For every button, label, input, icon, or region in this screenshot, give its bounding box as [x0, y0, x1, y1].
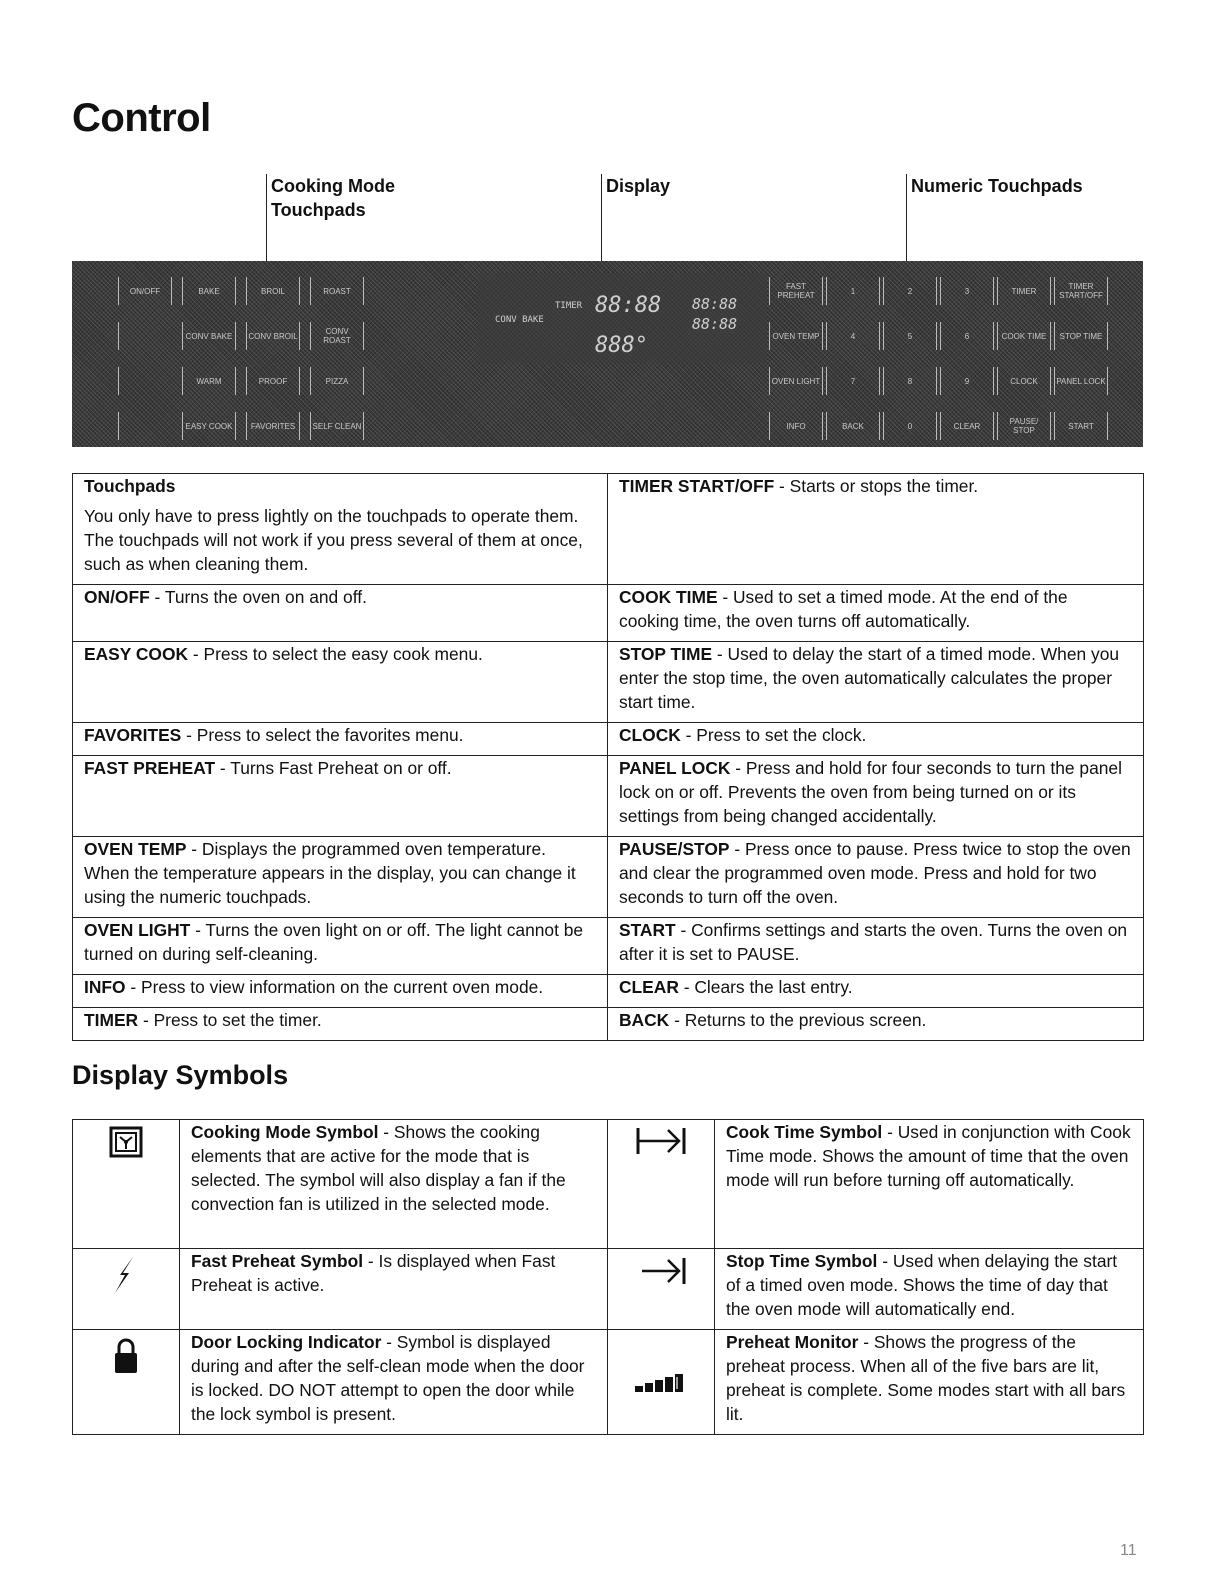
- table-cell: [180, 1120, 608, 1249]
- callout-display-label: Display: [606, 176, 671, 196]
- definition: - Turns the oven on and off.: [149, 587, 367, 607]
- table-cell: [715, 1330, 1144, 1435]
- table-row: [73, 1330, 1144, 1435]
- panel-touchpad[interactable]: STOP TIME: [1054, 322, 1108, 350]
- table-cell: [608, 837, 1144, 918]
- definition: - Displays the programmed oven temperature. When the temperature appears in the display, you can change it using the numeric touchpads.: [84, 839, 576, 907]
- term: STOP TIME: [619, 644, 713, 664]
- touchpads-intro-text: You only have to press lightly on the touchpads to operate them. The touchpads will not work if you press several of them at once, such as when cleaning them.: [84, 506, 583, 574]
- table-cell: [715, 1120, 1144, 1249]
- panel-touchpad[interactable]: SELF CLEAN: [310, 412, 364, 440]
- cook-time-icon: [634, 1126, 688, 1156]
- panel-touchpad[interactable]: [118, 322, 144, 350]
- table-cell: [73, 642, 608, 723]
- term: FAST PREHEAT: [84, 758, 216, 778]
- table-row: [73, 723, 1144, 756]
- lock-icon: [111, 1336, 141, 1376]
- lcd-timer-label: TIMER: [555, 301, 583, 311]
- term: Door Locking Indicator: [191, 1332, 382, 1352]
- panel-touchpad[interactable]: INFO: [769, 412, 823, 440]
- panel-touchpad[interactable]: BAKE: [182, 277, 236, 305]
- callout-cooking-mode-line2: Touchpads: [271, 200, 366, 220]
- panel-touchpad[interactable]: CONV BROIL: [246, 322, 300, 350]
- table-cell: [608, 723, 1144, 756]
- panel-touchpad[interactable]: 7: [826, 367, 880, 395]
- panel-touchpad[interactable]: BROIL: [246, 277, 300, 305]
- definition: - Symbol is displayed during and after the self-clean mode when the door is locked. DO NOT attempt to open the door while the lock symbol is present.: [191, 1332, 585, 1424]
- cooking-mode-icon: [109, 1126, 143, 1158]
- panel-touchpad[interactable]: TIMER START/OFF: [1054, 277, 1108, 305]
- panel-touchpad[interactable]: PROOF: [246, 367, 300, 395]
- definition: - Press once to pause. Press twice to stop the oven and clear the programmed oven mode. Press and hold for two seconds to turn off the oven.: [619, 839, 1131, 907]
- table-row: [73, 585, 1144, 642]
- panel-touchpad[interactable]: CONV BAKE: [182, 322, 236, 350]
- term: PANEL LOCK: [619, 758, 731, 778]
- term: CLEAR: [619, 977, 679, 997]
- lcd-stop-digits: 88:88: [692, 315, 738, 333]
- term: BACK: [619, 1010, 670, 1030]
- panel-touchpad[interactable]: BACK: [826, 412, 880, 440]
- panel-touchpad[interactable]: 5: [883, 322, 937, 350]
- panel-touchpad[interactable]: TIMER: [997, 277, 1051, 305]
- panel-touchpad[interactable]: CLOCK: [997, 367, 1051, 395]
- symbol-cell: [73, 1120, 180, 1249]
- table-cell: [73, 837, 608, 918]
- panel-touchpad[interactable]: START: [1054, 412, 1108, 440]
- lcd-mode: CONV BAKE: [495, 315, 544, 325]
- symbol-cell: [73, 1249, 180, 1330]
- page-title: Control: [72, 96, 211, 140]
- term: TIMER: [84, 1010, 139, 1030]
- definition: - Used when delaying the start of a timed oven mode. Shows the time of day that the oven mode will automatically end.: [726, 1251, 1118, 1319]
- table-row: [73, 975, 1144, 1008]
- panel-touchpad[interactable]: [118, 367, 144, 395]
- term: Preheat Monitor: [726, 1332, 859, 1352]
- panel-touchpad[interactable]: [118, 412, 144, 440]
- lcd-temp-digits: 888°: [595, 333, 648, 358]
- panel-touchpad[interactable]: FAST PREHEAT: [769, 277, 823, 305]
- display-symbols-table: [72, 1119, 1144, 1435]
- definition: - Shows the cooking elements that are active for the mode that is selected. The symbol will also display a fan if the convection fan is utilized in the selected mode.: [191, 1122, 566, 1214]
- panel-touchpad[interactable]: PAUSE/ STOP: [997, 412, 1051, 440]
- definition: - Press and hold for four seconds to turn the panel lock on or off. Prevents the oven from being turned on or its settings from being changed accidentally.: [619, 758, 1122, 826]
- callout-display: [601, 174, 670, 262]
- definition: - Used in conjunction with Cook Time mode. Shows the amount of time that the oven mode will run before turning off automatically.: [726, 1122, 1131, 1190]
- control-panel-image: [72, 261, 1143, 447]
- term: Cook Time Symbol: [726, 1122, 883, 1142]
- definition: - Clears the last entry.: [678, 977, 853, 997]
- table-row: [73, 918, 1144, 975]
- panel-touchpad[interactable]: CLEAR: [940, 412, 994, 440]
- callout-numeric: [906, 174, 1083, 262]
- term: START: [619, 920, 676, 940]
- table-cell: [180, 1249, 608, 1330]
- callout-cooking-mode: [266, 174, 395, 262]
- panel-touchpad[interactable]: 3: [940, 277, 994, 305]
- table-cell: [73, 585, 608, 642]
- symbol-cell: [608, 1330, 715, 1435]
- symbol-cell: [608, 1249, 715, 1330]
- lcd-cook-digits: 88:88: [692, 295, 738, 313]
- panel-touchpad[interactable]: EASY COOK: [182, 412, 236, 440]
- definition: - Starts or stops the timer.: [774, 476, 979, 496]
- term: Fast Preheat Symbol: [191, 1251, 364, 1271]
- callout-cooking-mode-line1: Cooking Mode: [271, 176, 395, 196]
- lcd-timer-digits: 88:88: [595, 293, 662, 318]
- symbol-cell: [73, 1330, 180, 1435]
- table-cell: [608, 474, 1144, 585]
- panel-touchpad[interactable]: 6: [940, 322, 994, 350]
- table-cell: [73, 756, 608, 837]
- panel-touchpad[interactable]: 4: [826, 322, 880, 350]
- panel-touchpad[interactable]: 1: [826, 277, 880, 305]
- touchpads-table: [72, 473, 1144, 1041]
- section-title-display-symbols: Display Symbols: [72, 1060, 289, 1090]
- term: EASY COOK: [84, 644, 189, 664]
- table-cell: [73, 1008, 608, 1041]
- panel-touchpad[interactable]: 8: [883, 367, 937, 395]
- term: PAUSE/STOP: [619, 839, 730, 859]
- page-number: 11: [1120, 1542, 1137, 1559]
- table-cell: [73, 723, 608, 756]
- table-cell: [608, 585, 1144, 642]
- table-row: [73, 1008, 1144, 1041]
- definition: - Turns the oven light on or off. The light cannot be turned on during self-cleaning.: [84, 920, 584, 964]
- panel-touchpad[interactable]: 9: [940, 367, 994, 395]
- definition: - Press to select the easy cook menu.: [188, 644, 483, 664]
- touchpads-heading: Touchpads: [84, 476, 176, 496]
- term: TIMER START/OFF: [619, 476, 775, 496]
- table-row: [73, 1120, 1144, 1249]
- panel-touchpad[interactable]: PANEL LOCK: [1054, 367, 1108, 395]
- term: CLOCK: [619, 725, 681, 745]
- panel-touchpad[interactable]: COOK TIME: [997, 322, 1051, 350]
- table-cell: [608, 918, 1144, 975]
- term: Stop Time Symbol: [726, 1251, 878, 1271]
- panel-touchpad[interactable]: OVEN LIGHT: [769, 367, 823, 395]
- symbol-cell: [608, 1120, 715, 1249]
- definition: - Used to set a timed mode. At the end of the cooking time, the oven turns off automatically.: [619, 587, 1068, 631]
- term: COOK TIME: [619, 587, 718, 607]
- table-cell: [608, 1008, 1144, 1041]
- table-row: [73, 642, 1144, 723]
- table-row: [73, 837, 1144, 918]
- definition: - Turns Fast Preheat on or off.: [215, 758, 452, 778]
- definition: - Press to select the favorites menu.: [181, 725, 464, 745]
- panel-touchpad[interactable]: CONV ROAST: [310, 322, 364, 350]
- fast-preheat-icon: [111, 1255, 141, 1295]
- definition: - Press to set the timer.: [138, 1010, 322, 1030]
- panel-touchpad[interactable]: 0: [883, 412, 937, 440]
- panel-touchpad[interactable]: OVEN TEMP: [769, 322, 823, 350]
- panel-touchpad[interactable]: ON/OFF: [118, 277, 172, 305]
- stop-time-icon: [634, 1255, 688, 1287]
- term: FAVORITES: [84, 725, 182, 745]
- definition: - Shows the progress of the preheat process. When all of the five bars are lit, preheat is complete. Some modes start with all bars lit.: [726, 1332, 1126, 1424]
- definition: - Used to delay the start of a timed mode. When you enter the stop time, the oven automatically calculates the proper start time.: [619, 644, 1120, 712]
- panel-touchpad[interactable]: PIZZA: [310, 367, 364, 395]
- callout-numeric-label: Numeric Touchpads: [911, 176, 1083, 196]
- table-row: [73, 474, 1144, 585]
- definition: - Returns to the previous screen.: [669, 1010, 927, 1030]
- lcd-display: [477, 273, 767, 363]
- table-cell: [73, 918, 608, 975]
- term: Cooking Mode Symbol: [191, 1122, 379, 1142]
- panel-touchpad[interactable]: 2: [883, 277, 937, 305]
- term: ON/OFF: [84, 587, 150, 607]
- table-cell: [608, 642, 1144, 723]
- definition: - Press to view information on the current oven mode.: [125, 977, 544, 997]
- table-cell: [73, 975, 608, 1008]
- term: OVEN TEMP: [84, 839, 187, 859]
- touchpads-intro-cell: [73, 474, 608, 585]
- table-cell: [608, 975, 1144, 1008]
- table-cell: [180, 1330, 608, 1435]
- table-row: [73, 1249, 1144, 1330]
- term: INFO: [84, 977, 126, 997]
- table-cell: [608, 756, 1144, 837]
- term: OVEN LIGHT: [84, 920, 191, 940]
- definition: - Press to set the clock.: [680, 725, 867, 745]
- table-cell: [715, 1249, 1144, 1330]
- table-row: [73, 756, 1144, 837]
- definition: - Is displayed when Fast Preheat is active.: [191, 1251, 556, 1295]
- panel-touchpad[interactable]: WARM: [182, 367, 236, 395]
- preheat-monitor-icon: [633, 1371, 689, 1393]
- panel-touchpad[interactable]: FAVORITES: [246, 412, 300, 440]
- panel-touchpad[interactable]: ROAST: [310, 277, 364, 305]
- definition: - Confirms settings and starts the oven. Turns the oven on after it is set to PAUSE.: [619, 920, 1128, 964]
